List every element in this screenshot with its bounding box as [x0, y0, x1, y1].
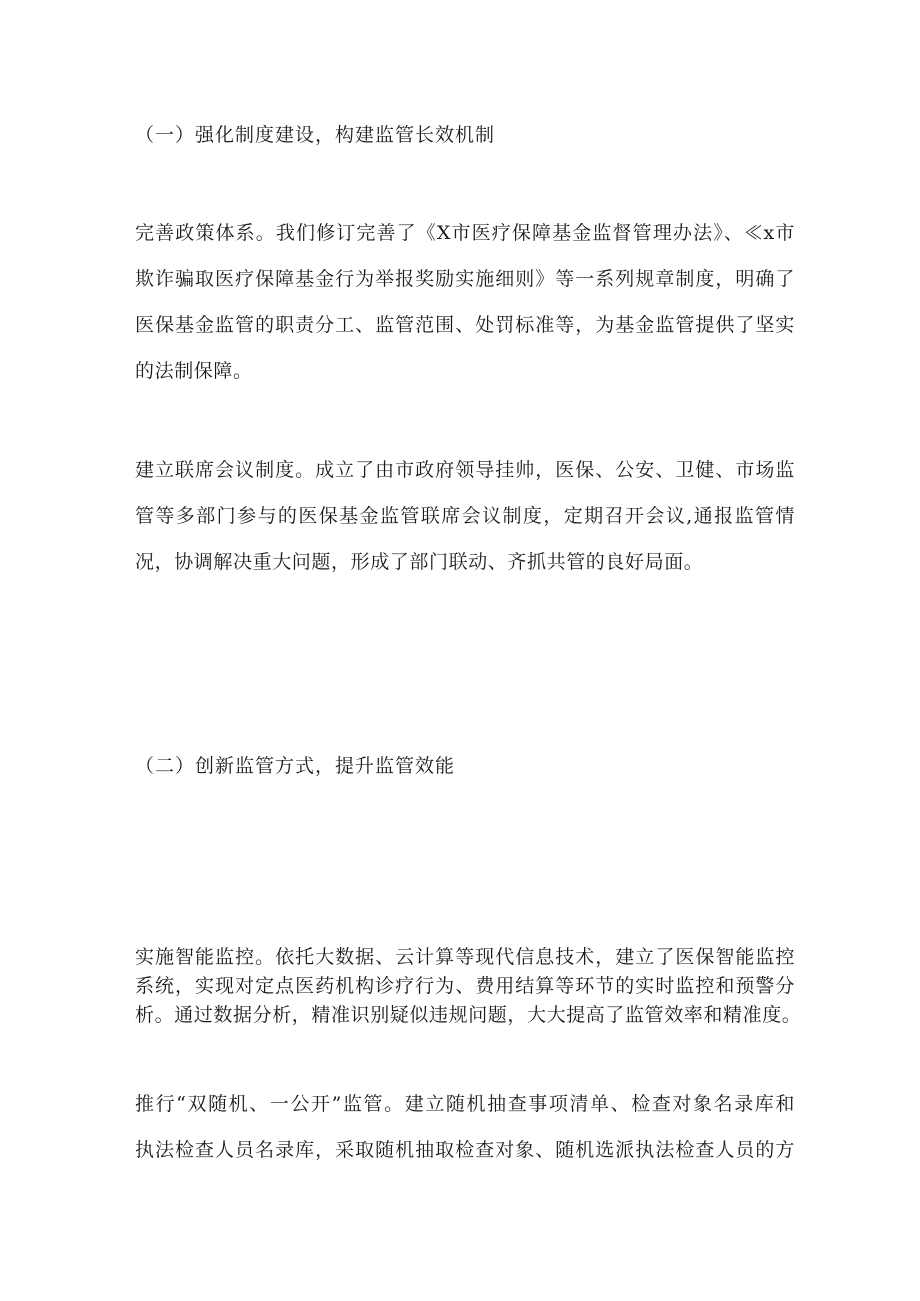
text-line: 实施智能监控。依托大数据、云计算等现代信息技术，建立了医保智能监控 [135, 946, 795, 968]
text-line: 执法检查人员名录库，采取随机抽取检查对象、随机选派执法检查人员的方 [135, 1139, 795, 1161]
text-line: 系统，实现对定点医药机构诊疗行为、费用结算等环节的实时监控和预警分 [135, 975, 795, 997]
section-2-paragraph-random-inspection [135, 1081, 795, 1173]
section-2-heading: （二）创新监管方式，提升监管效能 [135, 755, 456, 777]
text-line: 析。通过数据分析，精准识别疑似违规问题，大大提高了监管效率和精准度。 [135, 1004, 802, 1026]
text-line: 推行“双随机、一公开”监管。建立随机抽查事项清单、检查对象名录库和 [135, 1093, 795, 1115]
text-line: 的法制保障。 [135, 360, 253, 382]
text-line: 况，协调解决重大问题，形成了部门联动、齐抓共管的良好局面。 [135, 551, 704, 573]
section-1-paragraph-meeting [135, 447, 795, 585]
section-1-paragraph-policy [135, 210, 795, 394]
text-line: 管等多部门参与的医保基金监管联席会议制度，定期召开会议,通报监管情 [135, 505, 795, 527]
section-2-paragraph-monitoring [135, 943, 802, 1030]
text-line: 医保基金监管的职责分工、监管范围、处罚标准等，为基金监管提供了坚实 [135, 314, 795, 336]
text-line: 完善政策体系。我们修订完善了《X市医疗保障基金监督管理办法》、≪x市 [135, 222, 795, 244]
text-line: 欺诈骗取医疗保障基金行为举报奖励实施细则》等一系列规章制度，明确了 [135, 268, 795, 290]
text-line: 建立联席会议制度。成立了由市政府领导挂帅，医保、公安、卫健、市场监 [135, 459, 795, 481]
section-1-heading: （一）强化制度建设，构建监管长效机制 [135, 124, 496, 146]
